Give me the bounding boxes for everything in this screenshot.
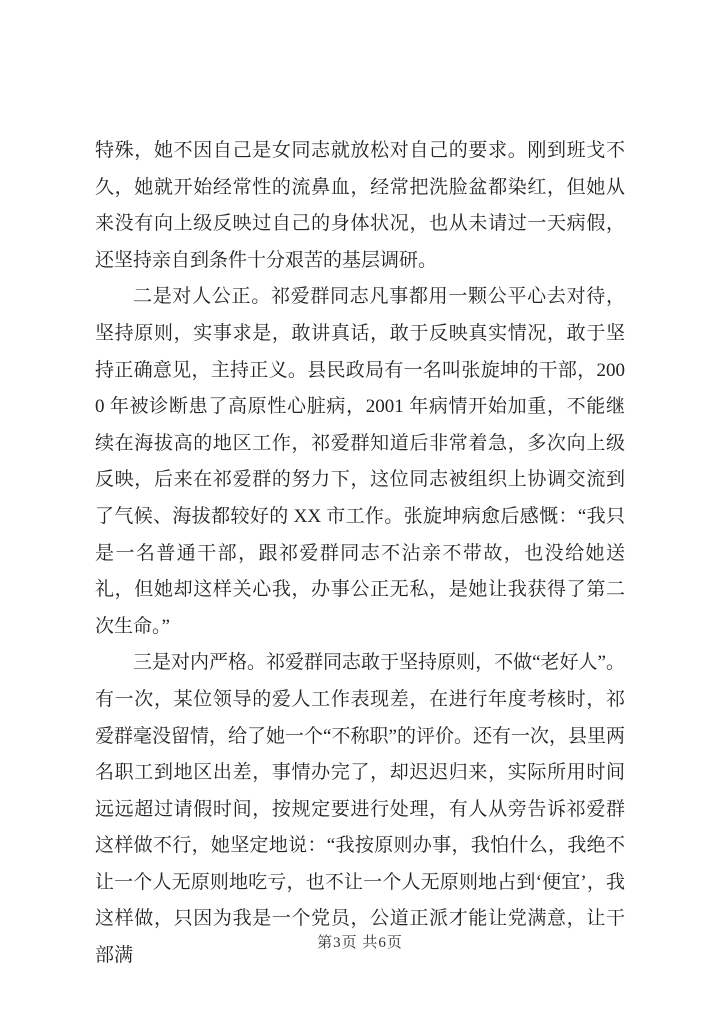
page-number: 第3页 共6页 [317, 935, 403, 951]
page-footer [0, 931, 720, 955]
body-paragraph: 三是对内严格。祁爱群同志敢于坚持原则，不做“老好人”。有一次，某位领导的爱人工作表现差，在进行年度考核时，祁爱群毫没留情，给了她一个“不称职”的评价。还有一次，县里两名职工到地区出差，事情办完了，却迟迟归来，实际所用时间远远超过请假时间，按规定要进行处理，有人从旁告诉祁爱群这样做不行，她坚定地说：“我按原则办事，我怕什么，我绝不让一个人无原则地吃亏，也不让一个人无原则地占到‘便宜’，我这样做，只因为我是一个党员，公道正派才能让党满意，让干部满 [95, 652, 625, 967]
body-paragraph: 特殊，她不因自己是女同志就放松对自己的要求。刚到班戈不久，她就开始经常性的流鼻血，经常把洗脸盆都染红，但她从来没有向上级反映过自己的身体状况，也从未请过一天病假，还坚持亲自到条件十分艰苦的基层调研。 [95, 140, 625, 271]
document-body [95, 133, 625, 975]
body-paragraph: 二是对人公正。祁爱群同志凡事都用一颗公平心去对待，坚持原则，实事求是，敢讲真话，敢于反映真实情况，敢于坚持正确意见，主持正义。县民政局有一名叫张旋坤的干部，2000 年被诊断患了高原性心脏病，2001 年病情开始加重，不能继续在海拔高的地区工作，祁爱群知道后非常着急，多次向上级反映，后来在祁爱群的努力下，这位同志被组织上协调交流到了气候、海拔都较好的 XX 市工作。张旋坤病愈后感慨：“我只是一名普通干部，跟祁爱群同志不沾亲不带故，也没给她送礼，但她却这样关心我，办事公正无私，是她让我获得了第二次生命。” [95, 286, 625, 637]
